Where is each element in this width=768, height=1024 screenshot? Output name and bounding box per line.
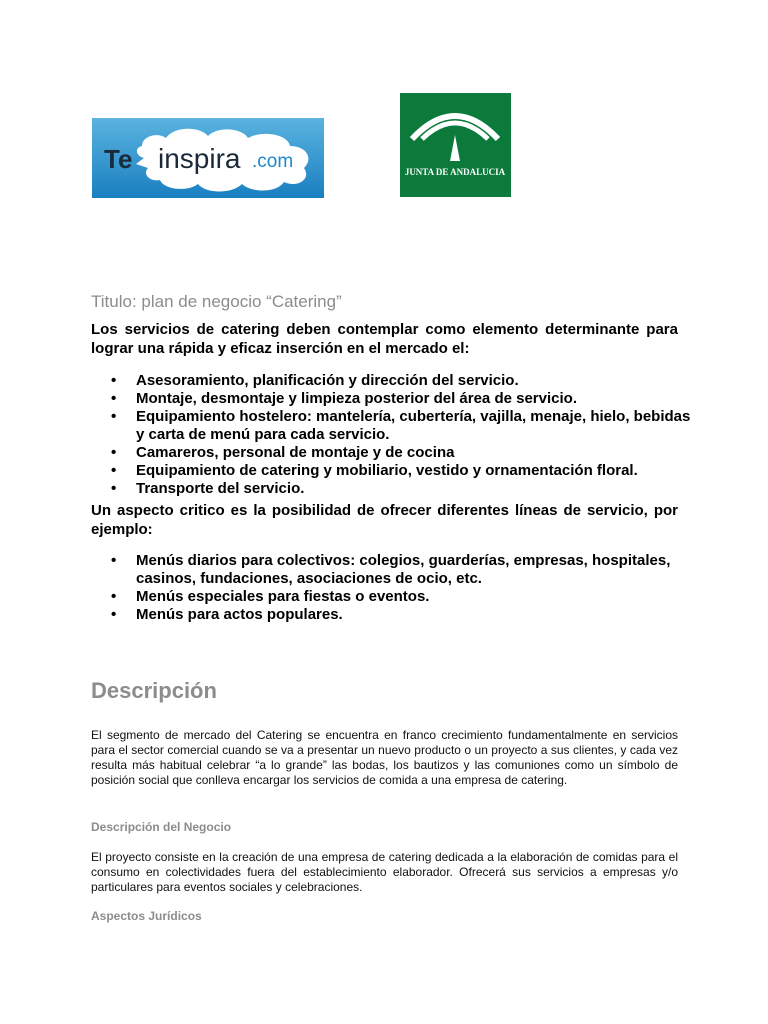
list-item: • Camareros, personal de montaje y de cocina	[111, 444, 455, 461]
juridicos-heading: Aspectos Jurídicos	[91, 909, 202, 923]
list-item: • Equipamiento de catering y mobiliario, vestido y ornamentación floral.	[111, 462, 638, 479]
list-item: • Menús diarios para colectivos: colegios, guarderías, empresas, hospitales, casinos, fundaciones, asociaciones de ocio, etc.	[111, 552, 671, 587]
bullet-icon: •	[111, 552, 117, 569]
descripcion-paragraph: El segmento de mercado del Catering se encuentra en franco crecimiento fundamentalmente en servicios para el sector comercial cuando se va a presentar un nuevo producto o un proyecto a sus clientes, y cada vez resulta más habitual celebrar “a lo grande” las bodas, los bautizos y las comuniones como un símbolo de posición social que conlleva encargar los servicios de comida a una empresa de catering.	[91, 728, 678, 787]
descripcion-heading: Descripción	[91, 678, 217, 703]
bullet-icon: •	[111, 390, 117, 407]
logo-inspira-text: inspira	[158, 143, 241, 174]
negocio-heading: Descripción del Negocio	[91, 820, 232, 834]
bullet-icon: •	[111, 588, 117, 605]
list-item: • Menús para actos populares.	[111, 606, 343, 623]
teinspira-logo-graphic	[92, 118, 324, 198]
negocio-paragraph: El proyecto consiste en la creación de una empresa de catering dedicada a la elaboración de comidas para el consumo en colectividades fuera del establecimiento elaborador. Ofrecerá sus servicios a empresas y/o particulares para eventos sociales y celebraciones.	[91, 850, 678, 894]
list-item: • Transporte del servicio.	[111, 480, 305, 497]
bullet-icon: •	[111, 408, 117, 425]
junta-andalucia-logo	[398, 93, 511, 197]
logo-te-text: Te	[104, 144, 133, 174]
bullet-icon: •	[111, 480, 117, 497]
services-list	[91, 372, 691, 498]
bullet-icon: •	[111, 462, 117, 479]
service-lines-list	[91, 552, 691, 624]
teinspira-logo	[92, 118, 324, 198]
list-item: • Asesoramiento, planificación y dirección del servicio.	[111, 372, 519, 389]
critical-paragraph: Un aspecto critico es la posibilidad de ofrecer diferentes líneas de servicio, por ejemplo:	[91, 502, 678, 538]
list-item: • Menús especiales para fiestas o eventos.	[111, 588, 430, 605]
list-item: • Equipamiento hostelero: mantelería, cubertería, vajilla, menaje, hielo, bebidas y carta de menú para cada servicio.	[111, 408, 691, 443]
intro-paragraph: Los servicios de catering deben contemplar como elemento determinante para lograr una rápida y eficaz inserción en el mercado el:	[91, 321, 678, 357]
document-title: Titulo: plan de negocio “Catering”	[91, 292, 342, 311]
junta-text: JUNTA DE ANDALUCIA	[404, 167, 506, 177]
bullet-icon: •	[111, 444, 117, 461]
junta-andalucia-logo-graphic	[398, 93, 511, 197]
bullet-icon: •	[111, 372, 117, 389]
bullet-icon: •	[111, 606, 117, 623]
logo-com-text: .com	[252, 151, 294, 172]
list-item: • Montaje, desmontaje y limpieza posterior del área de servicio.	[111, 390, 577, 407]
